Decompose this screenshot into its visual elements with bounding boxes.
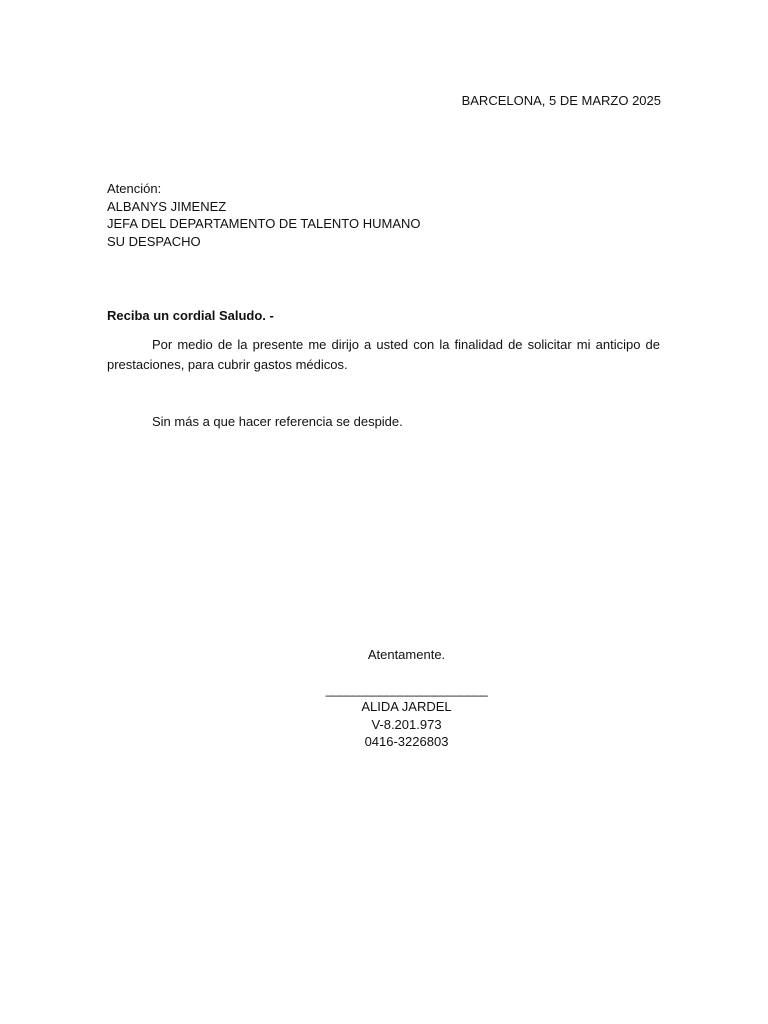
recipient-position: JEFA DEL DEPARTAMENTO DE TALENTO HUMANO [107, 216, 421, 231]
signature-block [284, 646, 529, 751]
body-paragraph: Por medio de la presente me dirijo a usted con la finalidad de solicitar mi anticipo de prestaciones, para cubrir gastos médicos. [107, 337, 660, 372]
valediction: Atentamente. [367, 647, 446, 662]
recipient-office: SU DESPACHO [107, 233, 201, 249]
date-line: BARCELONA, 5 DE MARZO 2025 [461, 93, 661, 108]
attention-label: Atención: [107, 181, 162, 196]
signature-line: ________________________ [325, 681, 488, 697]
closing-sentence: Sin más a que hacer referencia se despide. [152, 414, 403, 429]
signer-id-number: V-8.201.973 [371, 716, 442, 732]
signer-name: ALIDA JARDEL [361, 699, 452, 714]
signer-phone: 0416-3226803 [364, 734, 449, 749]
recipient-block [107, 180, 421, 250]
greeting: Reciba un cordial Saludo. - [107, 308, 274, 323]
recipient-name: ALBANYS JIMENEZ [107, 198, 227, 214]
